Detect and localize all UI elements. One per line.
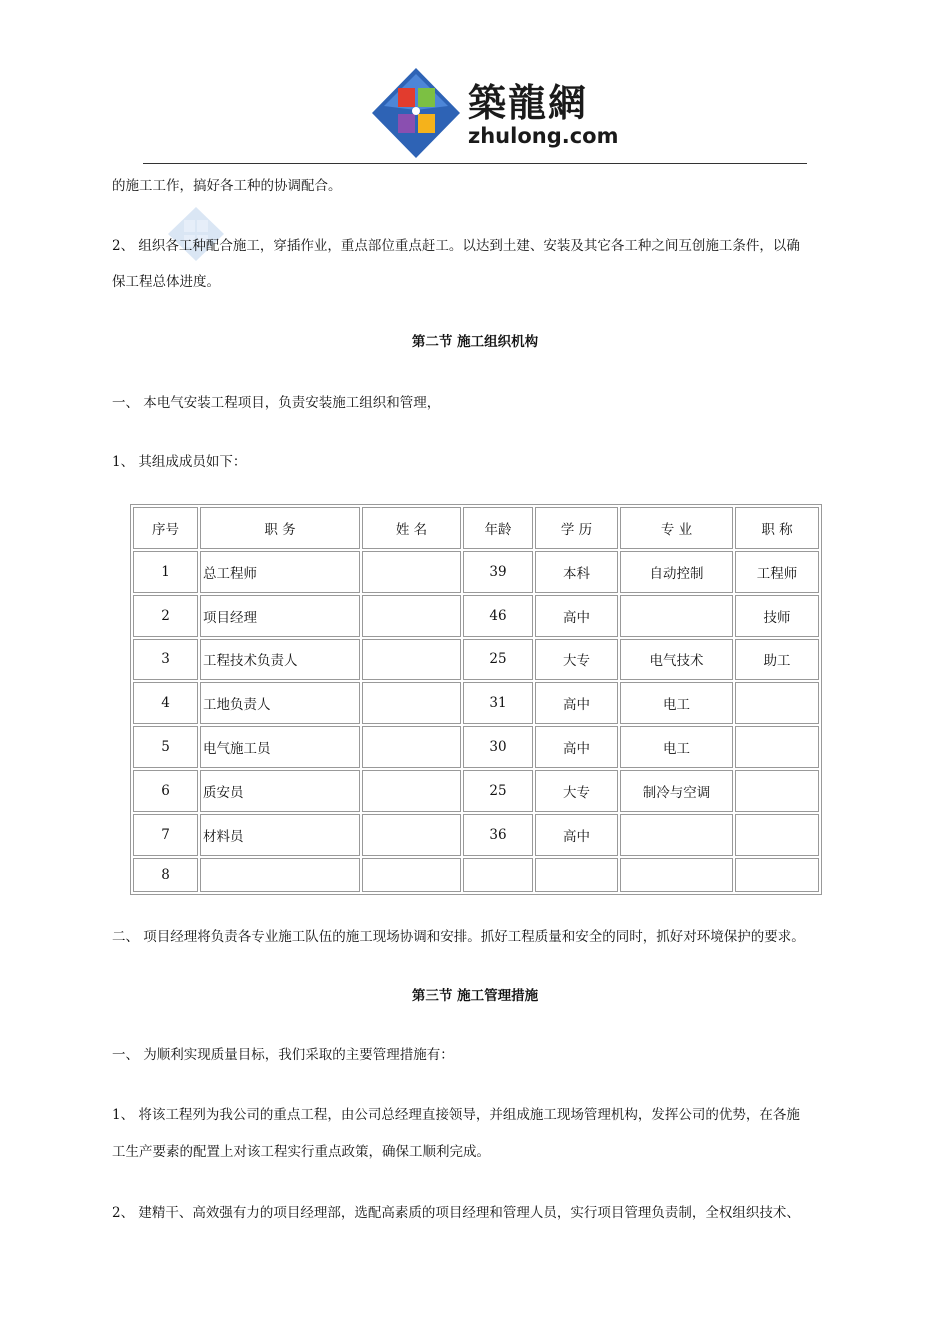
table-cell-age: 36 xyxy=(463,814,533,856)
table-cell-name xyxy=(362,682,461,724)
table-header-cell: 姓 名 xyxy=(362,507,461,549)
table-cell-education: 本科 xyxy=(535,551,618,593)
table-cell-position: 质安员 xyxy=(200,770,360,812)
table-cell-index: 6 xyxy=(133,770,198,812)
section-3-heading: 第三节 施工管理措施 xyxy=(411,988,539,1004)
table-cell-age: 30 xyxy=(463,726,533,768)
table-cell-age: 46 xyxy=(463,595,533,637)
paragraph-item-2-line-1: 2、 组织各工种配合施工，穿插作业，重点部位重点赶工。以达到土建、安装及其它各工种之间互创施工条件，以确 xyxy=(112,238,800,254)
table-cell-specialty xyxy=(620,858,733,892)
table-cell-index: 4 xyxy=(133,682,198,724)
paragraph-item-2-line-2: 保工程总体进度。 xyxy=(112,274,220,290)
table-row xyxy=(133,814,819,856)
table-cell-education: 高中 xyxy=(535,726,618,768)
table-cell-education: 高中 xyxy=(535,682,618,724)
table-cell-name xyxy=(362,639,461,681)
logo-chinese-name: 築龍網 xyxy=(468,81,589,125)
paragraph-measure-1-line-2: 工生产要素的配置上对该工程实行重点政策，确保工顺利完成。 xyxy=(112,1144,490,1160)
table-cell-index: 5 xyxy=(133,726,198,768)
table-cell-index: 7 xyxy=(133,814,198,856)
table-cell-title: 技师 xyxy=(735,595,819,637)
table-cell-age: 25 xyxy=(463,639,533,681)
paragraph-measures-intro: 一、 为顺利实现质量目标，我们采取的主要管理措施有： xyxy=(112,1047,454,1063)
table-cell-age xyxy=(463,858,533,892)
table-cell-name xyxy=(362,595,461,637)
table-row xyxy=(133,770,819,812)
table-cell-title xyxy=(735,682,819,724)
paragraph-project-manager: 二、 项目经理将负责各专业施工队伍的施工现场协调和安排。抓好工程质量和安全的同时，抓好对环境保护的要求。 xyxy=(112,929,805,945)
header-divider xyxy=(143,163,807,164)
table-cell-education: 高中 xyxy=(535,814,618,856)
paragraph-continuation: 的施工工作，搞好各工种的协调配合。 xyxy=(112,178,342,194)
table-header-cell: 年龄 xyxy=(463,507,533,549)
table-cell-education: 大专 xyxy=(535,770,618,812)
table-cell-specialty: 电工 xyxy=(620,682,733,724)
table-cell-position: 材料员 xyxy=(200,814,360,856)
paragraph-org-intro: 一、 本电气安装工程项目，负责安装施工组织和管理， xyxy=(112,395,441,411)
table-cell-position xyxy=(200,858,360,892)
table-cell-name xyxy=(362,814,461,856)
table-cell-title: 工程师 xyxy=(735,551,819,593)
table-cell-name xyxy=(362,770,461,812)
table-cell-name xyxy=(362,726,461,768)
table-row xyxy=(133,726,819,768)
table-cell-title xyxy=(735,814,819,856)
table-header-cell: 职 称 xyxy=(735,507,819,549)
paragraph-measure-1-line-1: 1、 将该工程列为我公司的重点工程，由公司总经理直接领导，并组成施工现场管理机构，发挥公司的优势，在各施 xyxy=(112,1107,800,1123)
table-cell-position: 总工程师 xyxy=(200,551,360,593)
table-cell-specialty: 制冷与空调 xyxy=(620,770,733,812)
zhulong-logo-mark xyxy=(368,66,464,160)
table-cell-age: 25 xyxy=(463,770,533,812)
table-cell-name xyxy=(362,858,461,892)
table-cell-position: 电气施工员 xyxy=(200,726,360,768)
table-cell-education: 大专 xyxy=(535,639,618,681)
table-cell-title xyxy=(735,770,819,812)
table-cell-index: 3 xyxy=(133,639,198,681)
table-cell-education xyxy=(535,858,618,892)
table-cell-title xyxy=(735,726,819,768)
table-cell-index: 1 xyxy=(133,551,198,593)
table-cell-title xyxy=(735,858,819,892)
table-row xyxy=(133,595,819,637)
table-header-cell: 序号 xyxy=(133,507,198,549)
table-cell-index: 8 xyxy=(133,858,198,892)
table-row xyxy=(133,551,819,593)
table-cell-education: 高中 xyxy=(535,595,618,637)
table-row xyxy=(133,682,819,724)
paragraph-members-intro: 1、 其组成成员如下： xyxy=(112,454,247,470)
table-cell-age: 39 xyxy=(463,551,533,593)
paragraph-measure-2-line-1: 2、 建精干、高效强有力的项目经理部，选配高素质的项目经理和管理人员，实行项目管理负责制，全权组织技术、 xyxy=(112,1205,800,1221)
table-header-row xyxy=(133,507,819,549)
table-cell-specialty: 自动控制 xyxy=(620,551,733,593)
table-cell-title: 助工 xyxy=(735,639,819,681)
section-2-heading: 第二节 施工组织机构 xyxy=(411,334,539,350)
table-cell-age: 31 xyxy=(463,682,533,724)
table-cell-specialty xyxy=(620,595,733,637)
table-cell-index: 2 xyxy=(133,595,198,637)
table-cell-position: 项目经理 xyxy=(200,595,360,637)
zhulong-logo xyxy=(368,66,619,160)
table-cell-specialty: 电气技术 xyxy=(620,639,733,681)
logo-domain: zhulong.com xyxy=(468,124,619,148)
table-header-cell: 专 业 xyxy=(620,507,733,549)
table-row xyxy=(133,858,819,892)
table-header-cell: 学 历 xyxy=(535,507,618,549)
table-row xyxy=(133,639,819,681)
table-cell-position: 工地负责人 xyxy=(200,682,360,724)
table-cell-position: 工程技术负责人 xyxy=(200,639,360,681)
staff-table xyxy=(130,504,822,895)
table-cell-specialty xyxy=(620,814,733,856)
table-cell-specialty: 电工 xyxy=(620,726,733,768)
table-header-cell: 职 务 xyxy=(200,507,360,549)
table-cell-name xyxy=(362,551,461,593)
